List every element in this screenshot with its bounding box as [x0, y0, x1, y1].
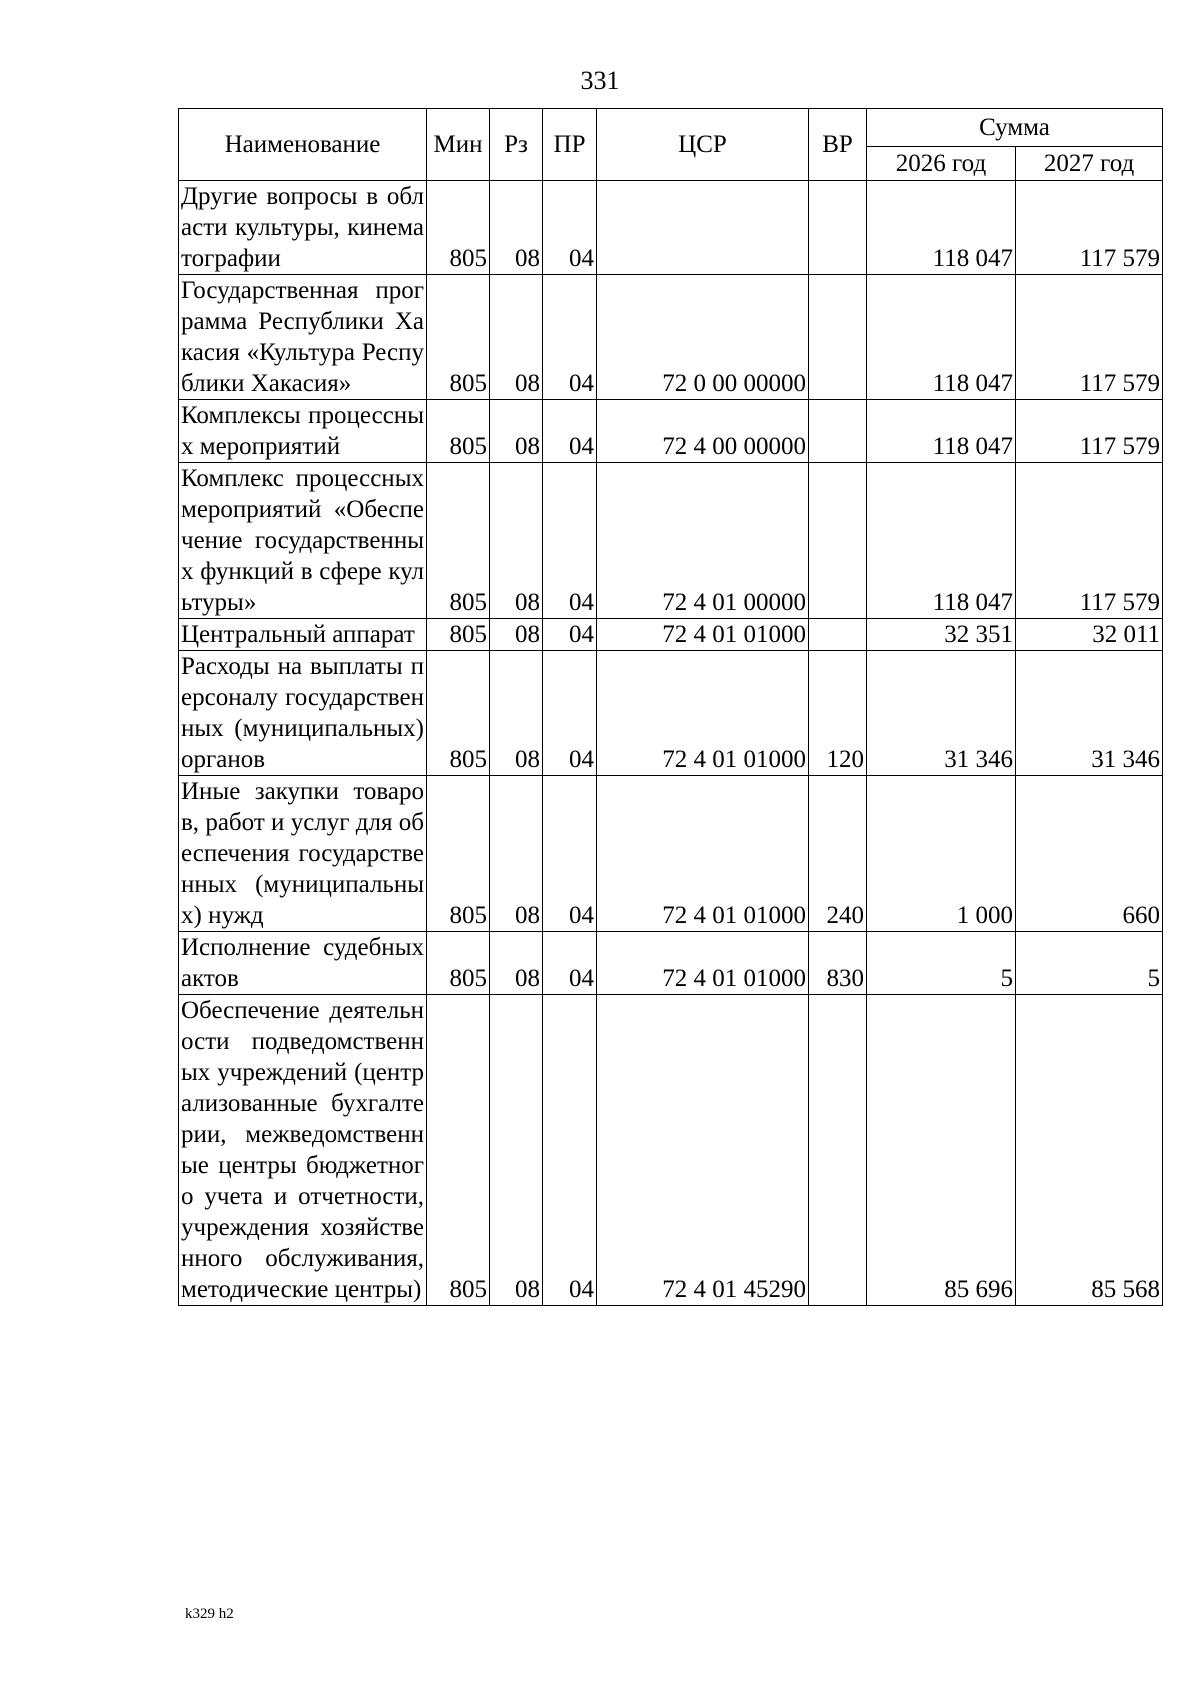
- cell-csr: 72 4 01 01000: [597, 651, 809, 776]
- cell-csr: 72 4 01 01000: [597, 619, 809, 651]
- cell-pr: 04: [543, 275, 597, 400]
- cell-2026: 118 047: [867, 181, 1016, 275]
- cell-2027: 5: [1016, 932, 1163, 995]
- cell-2026: 1 000: [867, 776, 1016, 932]
- page-number: 331: [580, 66, 620, 95]
- cell-name: Иные закупки товаров, работ и услуг для обеспечения государственных (муниципальных) нужд: [179, 776, 427, 932]
- header-vr: ВР: [809, 109, 867, 181]
- table-row: [179, 651, 1163, 776]
- header-name: Наименование: [179, 109, 427, 181]
- cell-vr: [809, 995, 867, 1306]
- cell-vr: 830: [809, 932, 867, 995]
- table-body: [179, 181, 1163, 1306]
- cell-2027: 32 011: [1016, 619, 1163, 651]
- cell-2026: 32 351: [867, 619, 1016, 651]
- cell-2027: 117 579: [1016, 181, 1163, 275]
- table-row: [179, 463, 1163, 619]
- cell-vr: 120: [809, 651, 867, 776]
- header-csr: ЦСР: [597, 109, 809, 181]
- cell-csr: 72 4 01 45290: [597, 995, 809, 1306]
- cell-csr: 72 0 00 00000: [597, 275, 809, 400]
- cell-name: Исполнение судебных актов: [179, 932, 427, 995]
- table-row: [179, 932, 1163, 995]
- header-sum: Сумма: [867, 109, 1163, 147]
- cell-2026: 85 696: [867, 995, 1016, 1306]
- cell-vr: 240: [809, 776, 867, 932]
- cell-vr: [809, 275, 867, 400]
- cell-vr: [809, 400, 867, 463]
- table-row: [179, 400, 1163, 463]
- cell-2027: 117 579: [1016, 400, 1163, 463]
- cell-rz: 08: [490, 619, 543, 651]
- table-row: [179, 275, 1163, 400]
- cell-2027: 117 579: [1016, 463, 1163, 619]
- cell-pr: 04: [543, 619, 597, 651]
- cell-csr: 72 4 00 00000: [597, 400, 809, 463]
- cell-name: Другие вопросы в области культуры, кинематографии: [179, 181, 427, 275]
- cell-min: 805: [427, 932, 490, 995]
- cell-rz: 08: [490, 400, 543, 463]
- cell-2027: 85 568: [1016, 995, 1163, 1306]
- cell-pr: 04: [543, 932, 597, 995]
- cell-rz: 08: [490, 181, 543, 275]
- cell-pr: 04: [543, 463, 597, 619]
- header-year-2027: 2027 год: [1016, 147, 1163, 181]
- budget-table: [178, 108, 1163, 1306]
- cell-min: 805: [427, 651, 490, 776]
- cell-2027: 117 579: [1016, 275, 1163, 400]
- cell-rz: 08: [490, 651, 543, 776]
- cell-2026: 5: [867, 932, 1016, 995]
- cell-vr: [809, 463, 867, 619]
- cell-name: Обеспечение деятельности подведомственных учреждений (централизованные бухгалтерии, межведомственные центры бюджетного учета и отчетности, учреждения хозяйственного обслуживания, методические центры): [179, 995, 427, 1306]
- cell-csr: 72 4 01 00000: [597, 463, 809, 619]
- cell-rz: 08: [490, 463, 543, 619]
- cell-min: 805: [427, 995, 490, 1306]
- cell-name: Комплексы процессных мероприятий: [179, 400, 427, 463]
- cell-pr: 04: [543, 776, 597, 932]
- cell-rz: 08: [490, 275, 543, 400]
- document-code: k329 h2: [185, 1606, 234, 1622]
- cell-min: 805: [427, 275, 490, 400]
- cell-vr: [809, 619, 867, 651]
- cell-min: 805: [427, 619, 490, 651]
- table-header: [179, 109, 1163, 181]
- cell-pr: 04: [543, 400, 597, 463]
- cell-2026: 118 047: [867, 463, 1016, 619]
- cell-rz: 08: [490, 932, 543, 995]
- cell-min: 805: [427, 400, 490, 463]
- cell-2026: 118 047: [867, 400, 1016, 463]
- cell-name: Комплекс процессных мероприятий «Обеспечение государственных функций в сфере культуры»: [179, 463, 427, 619]
- header-year-2026: 2026 год: [867, 147, 1016, 181]
- cell-name: Государственная программа Республики Хакасия «Культура Республики Хакасия»: [179, 275, 427, 400]
- cell-csr: [597, 181, 809, 275]
- cell-pr: 04: [543, 651, 597, 776]
- table-row: [179, 776, 1163, 932]
- cell-2027: 31 346: [1016, 651, 1163, 776]
- table-row: [179, 995, 1163, 1306]
- cell-min: 805: [427, 463, 490, 619]
- cell-2027: 660: [1016, 776, 1163, 932]
- cell-csr: 72 4 01 01000: [597, 776, 809, 932]
- cell-min: 805: [427, 776, 490, 932]
- cell-vr: [809, 181, 867, 275]
- table-row: [179, 181, 1163, 275]
- cell-pr: 04: [543, 181, 597, 275]
- cell-name: Центральный аппарат: [179, 619, 427, 651]
- cell-pr: 04: [543, 995, 597, 1306]
- table-row: [179, 619, 1163, 651]
- cell-min: 805: [427, 181, 490, 275]
- cell-rz: 08: [490, 995, 543, 1306]
- cell-2026: 31 346: [867, 651, 1016, 776]
- header-min: Мин: [427, 109, 490, 181]
- cell-name: Расходы на выплаты персоналу государственных (муниципальных) органов: [179, 651, 427, 776]
- cell-csr: 72 4 01 01000: [597, 932, 809, 995]
- header-rz: Рз: [490, 109, 543, 181]
- header-pr: ПР: [543, 109, 597, 181]
- cell-rz: 08: [490, 776, 543, 932]
- cell-2026: 118 047: [867, 275, 1016, 400]
